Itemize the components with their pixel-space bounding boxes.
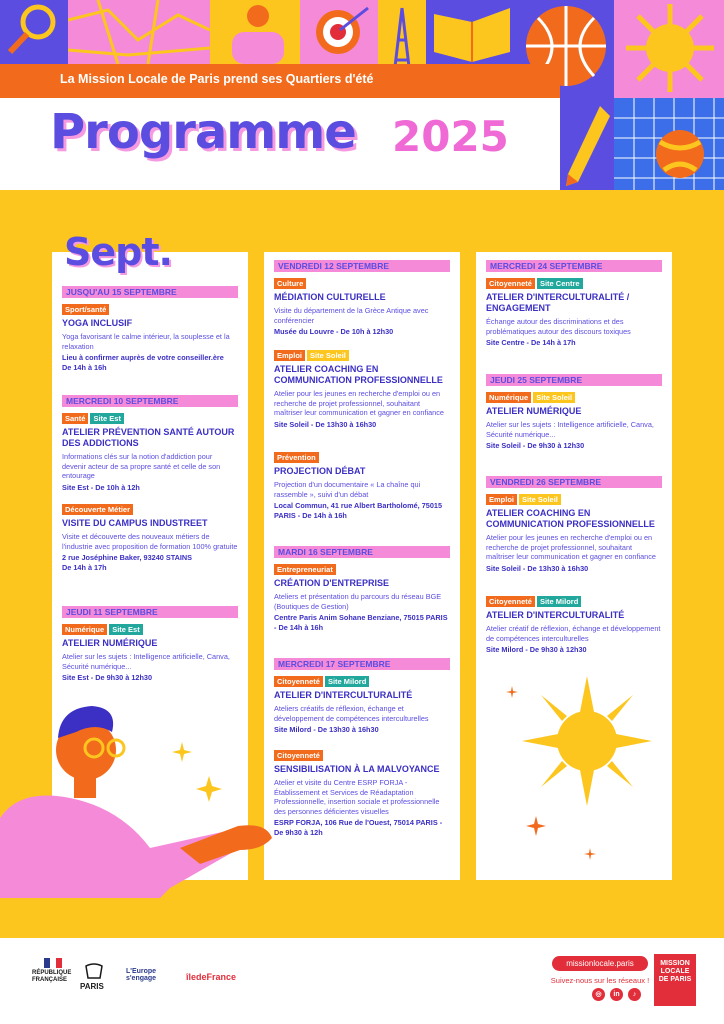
book-icon bbox=[426, 0, 518, 64]
page-title: Programme bbox=[50, 104, 356, 160]
target-icon bbox=[300, 0, 378, 64]
event-numerique-soleil bbox=[486, 374, 662, 451]
map-icon bbox=[68, 0, 210, 64]
person-icon bbox=[210, 0, 300, 64]
event-site-tag: Site Est bbox=[90, 413, 124, 424]
event-tag: Culture bbox=[274, 278, 306, 289]
beach-ball-icon bbox=[614, 98, 724, 190]
event-description: Ateliers créatifs de réflexion, échange et développement de compétences interculturelles bbox=[274, 704, 429, 723]
event-date: JUSQU'AU 15 SEPTEMBRE bbox=[62, 286, 238, 298]
event-tag: Sport/santé bbox=[62, 304, 109, 315]
event-tag: Prévention bbox=[274, 452, 319, 463]
sparkle-icon bbox=[196, 776, 222, 802]
event-site-tag: Site Centre bbox=[537, 278, 583, 289]
tile-pencil bbox=[560, 98, 614, 190]
event-engagement bbox=[486, 260, 662, 348]
website-link[interactable]: missionlocale.paris bbox=[552, 956, 648, 971]
event-tag: Numérique bbox=[62, 624, 107, 635]
event-description: Visite du département de la Grèce Antique avec conférencier bbox=[274, 306, 429, 325]
event-location: Local Commun, 41 rue Albert Bartholomé, 75015 PARIS - De 14h à 16h bbox=[274, 501, 443, 520]
event-location: Site Est - De 9h30 à 12h30 bbox=[62, 673, 153, 683]
event-location: 2 rue Joséphine Baker, 93240 STAINS De 14h à 17h bbox=[62, 553, 193, 572]
event-description: Visite et découverte des nouveaux métiers de l'industrie avec proposition de formation 100% gratuite bbox=[62, 532, 238, 551]
event-interculturalite-milord-26 bbox=[486, 596, 662, 655]
event-projection bbox=[274, 452, 450, 520]
sparkle-icon bbox=[526, 816, 546, 836]
event-date: MERCREDI 17 SEPTEMBRE bbox=[274, 658, 450, 670]
event-description: Informations clés sur la notion d'addiction pour devenir acteur de sa propre santé et celle de son entourage bbox=[62, 452, 221, 481]
event-description: Atelier sur les sujets : Intelligence artificielle, Canva, Sécurité numérique... bbox=[486, 420, 654, 439]
tile-book bbox=[426, 0, 518, 64]
event-site-tag: Site Soleil bbox=[519, 494, 561, 505]
event-description: Atelier pour les jeunes en recherche d'emploi ou en recherche de projet professionnel, souhaitant maîtriser leur communication et gagner en confiance bbox=[486, 533, 656, 562]
event-date: VENDREDI 12 SEPTEMBRE bbox=[274, 260, 450, 272]
tile-map bbox=[68, 0, 210, 64]
tile-person bbox=[210, 0, 300, 64]
event-description: Projection d'un documentaire « La chaîne qui rassemble », suivi d'un débat bbox=[274, 480, 421, 499]
column-2 bbox=[264, 252, 460, 880]
event-tag: Découverte Métier bbox=[62, 504, 133, 515]
event-location: Site Est - De 10h à 12h bbox=[62, 482, 140, 492]
event-industreet bbox=[62, 504, 238, 572]
event-date: JEUDI 11 SEPTEMBRE bbox=[62, 606, 238, 618]
republique-francaise-logo bbox=[34, 958, 74, 968]
event-title: ATELIER D'INTERCULTURALITÉ bbox=[274, 690, 413, 700]
event-louvre bbox=[274, 260, 450, 337]
event-location: Site Soleil - De 9h30 à 12h30 bbox=[486, 441, 585, 451]
month-heading: Sept. bbox=[64, 230, 172, 274]
event-date: MERCREDI 24 SEPTEMBRE bbox=[486, 260, 662, 272]
event-location: ESRP FORJA, 106 Rue de l'Ouest, 75014 PARIS - De 9h30 à 12h bbox=[274, 818, 443, 837]
event-title: PROJECTION DÉBAT bbox=[274, 466, 366, 476]
mission-locale-logo: MISSION LOCALE DE PARIS bbox=[654, 954, 696, 1006]
event-title: SENSIBILISATION À LA MALVOYANCE bbox=[274, 764, 440, 774]
event-description: Atelier pour les jeunes en recherche d'emploi ou en recherche de projet professionnel, souhaitant maîtriser leur communication et gagner en confiance bbox=[274, 389, 444, 418]
page-year: 2025 bbox=[392, 112, 509, 161]
person-pointing-illustration bbox=[0, 698, 280, 898]
event-numerique-est bbox=[62, 606, 238, 683]
event-title: ATELIER COACHING EN COMMUNICATION PROFESSIONNELLE bbox=[486, 508, 655, 529]
event-location: Site Milord - De 9h30 à 12h30 bbox=[486, 645, 587, 655]
event-yoga bbox=[62, 286, 238, 372]
event-site-tag: Site Est bbox=[109, 624, 143, 635]
magnifier-icon bbox=[0, 0, 68, 64]
event-description: Atelier et visite du Centre ESRP FORJA - Établissement et Services de Réadaptation Professionnelle, insertion sociale et professionnelle des personnes déficientes visuelles bbox=[274, 778, 440, 816]
sparkle-icon bbox=[506, 686, 518, 698]
event-description: Échange autour des discriminations et des problématiques autour des discours toxiques bbox=[486, 317, 631, 336]
event-tag: Numérique bbox=[486, 392, 531, 403]
event-addictions bbox=[62, 395, 238, 492]
event-tag: Citoyenneté bbox=[274, 750, 323, 761]
event-site-tag: Site Soleil bbox=[533, 392, 575, 403]
event-title: MÉDIATION CULTURELLE bbox=[274, 292, 386, 302]
iledefrance-logo-text: îledeFrance bbox=[186, 972, 237, 982]
event-site-tag: Site Soleil bbox=[307, 350, 349, 361]
event-tag: Entrepreneuriat bbox=[274, 564, 336, 575]
sparkle-icon bbox=[172, 742, 192, 762]
sparkle-icon bbox=[584, 848, 596, 860]
tiktok-icon[interactable]: ♪ bbox=[628, 988, 641, 1001]
tile-sun bbox=[614, 0, 724, 98]
event-title: ATELIER PRÉVENTION SANTÉ AUTOUR DES ADDICTIONS bbox=[62, 427, 235, 448]
tile-target bbox=[300, 0, 378, 64]
event-title: ATELIER NUMÉRIQUE bbox=[62, 638, 158, 648]
event-malvoyance bbox=[274, 750, 450, 838]
sun-burst-icon bbox=[522, 676, 652, 806]
event-location: Musée du Louvre - De 10h à 12h30 bbox=[274, 327, 394, 337]
event-description: Yoga favorisant le calme intérieur, la souplesse et la relaxation bbox=[62, 332, 230, 351]
event-date: VENDREDI 26 SEPTEMBRE bbox=[486, 476, 662, 488]
event-title: CRÉATION D'ENTREPRISE bbox=[274, 578, 389, 588]
event-title: ATELIER COACHING EN COMMUNICATION PROFESSIONNELLE bbox=[274, 364, 443, 385]
event-description: Atelier sur les sujets : Intelligence artificielle, Canva, Sécurité numérique... bbox=[62, 652, 230, 671]
event-title: ATELIER D'INTERCULTURALITÉ bbox=[486, 610, 625, 620]
event-tag: Santé bbox=[62, 413, 88, 424]
sun-icon bbox=[614, 0, 724, 98]
event-location: Site Soleil - De 13h30 à 16h30 bbox=[274, 419, 377, 429]
event-date: MARDI 16 SEPTEMBRE bbox=[274, 546, 450, 558]
event-coaching-soleil bbox=[274, 350, 450, 429]
event-tag: Emploi bbox=[486, 494, 517, 505]
event-tag: Emploi bbox=[274, 350, 305, 361]
instagram-icon[interactable]: ◎ bbox=[592, 988, 605, 1001]
republique-francaise-text: RÉPUBLIQUE FRANÇAISE bbox=[32, 970, 72, 983]
event-site-tag: Site Milord bbox=[325, 676, 369, 687]
event-location: Site Soleil - De 13h30 à 16h30 bbox=[486, 563, 589, 573]
tile-grid-ball bbox=[614, 98, 724, 190]
event-location: Lieu à confirmer auprès de votre conseiller.ère De 14h à 16h bbox=[62, 353, 224, 372]
event-coaching-soleil-26 bbox=[486, 476, 662, 573]
event-location: Centre Paris Anim Sohane Benziane, 75015 PARIS - De 14h à 16h bbox=[274, 613, 448, 632]
event-title: VISITE DU CAMPUS INDUSTREET bbox=[62, 518, 208, 528]
event-title: ATELIER NUMÉRIQUE bbox=[486, 406, 582, 416]
event-date: MERCREDI 10 SEPTEMBRE bbox=[62, 395, 238, 407]
event-tag: Citoyenneté bbox=[274, 676, 323, 687]
event-tag: Citoyenneté bbox=[486, 278, 535, 289]
event-title: ATELIER D'INTERCULTURALITÉ / ENGAGEMENT bbox=[486, 292, 630, 313]
header bbox=[0, 0, 724, 190]
event-date: JEUDI 25 SEPTEMBRE bbox=[486, 374, 662, 386]
event-description: Ateliers et présentation du parcours du réseau BGE (Boutiques de Gestion) bbox=[274, 592, 442, 611]
event-tag: Citoyenneté bbox=[486, 596, 535, 607]
event-site-tag: Site Milord bbox=[537, 596, 581, 607]
paris-logo-icon bbox=[82, 962, 106, 980]
paris-logo-text: PARIS bbox=[80, 982, 104, 991]
follow-us-text: Suivez-nous sur les réseaux ! bbox=[550, 976, 650, 985]
event-location: Site Milord - De 13h30 à 16h30 bbox=[274, 725, 379, 735]
event-interculturalite-milord bbox=[274, 658, 450, 735]
linkedin-icon[interactable]: in bbox=[610, 988, 623, 1001]
pencil-icon bbox=[560, 98, 614, 190]
europe-logo-text: L'Europe s'engage bbox=[126, 968, 157, 982]
event-location: Site Centre - De 14h à 17h bbox=[486, 338, 576, 348]
event-description: Atelier créatif de réflexion, échange et développement de compétences interculturelles bbox=[486, 624, 661, 643]
event-title: YOGA INCLUSIF bbox=[62, 318, 133, 328]
tile-magnifier bbox=[0, 0, 68, 64]
banner-text: La Mission Locale de Paris prend ses Quartiers d'été bbox=[60, 72, 374, 86]
event-creation-entreprise bbox=[274, 546, 450, 632]
